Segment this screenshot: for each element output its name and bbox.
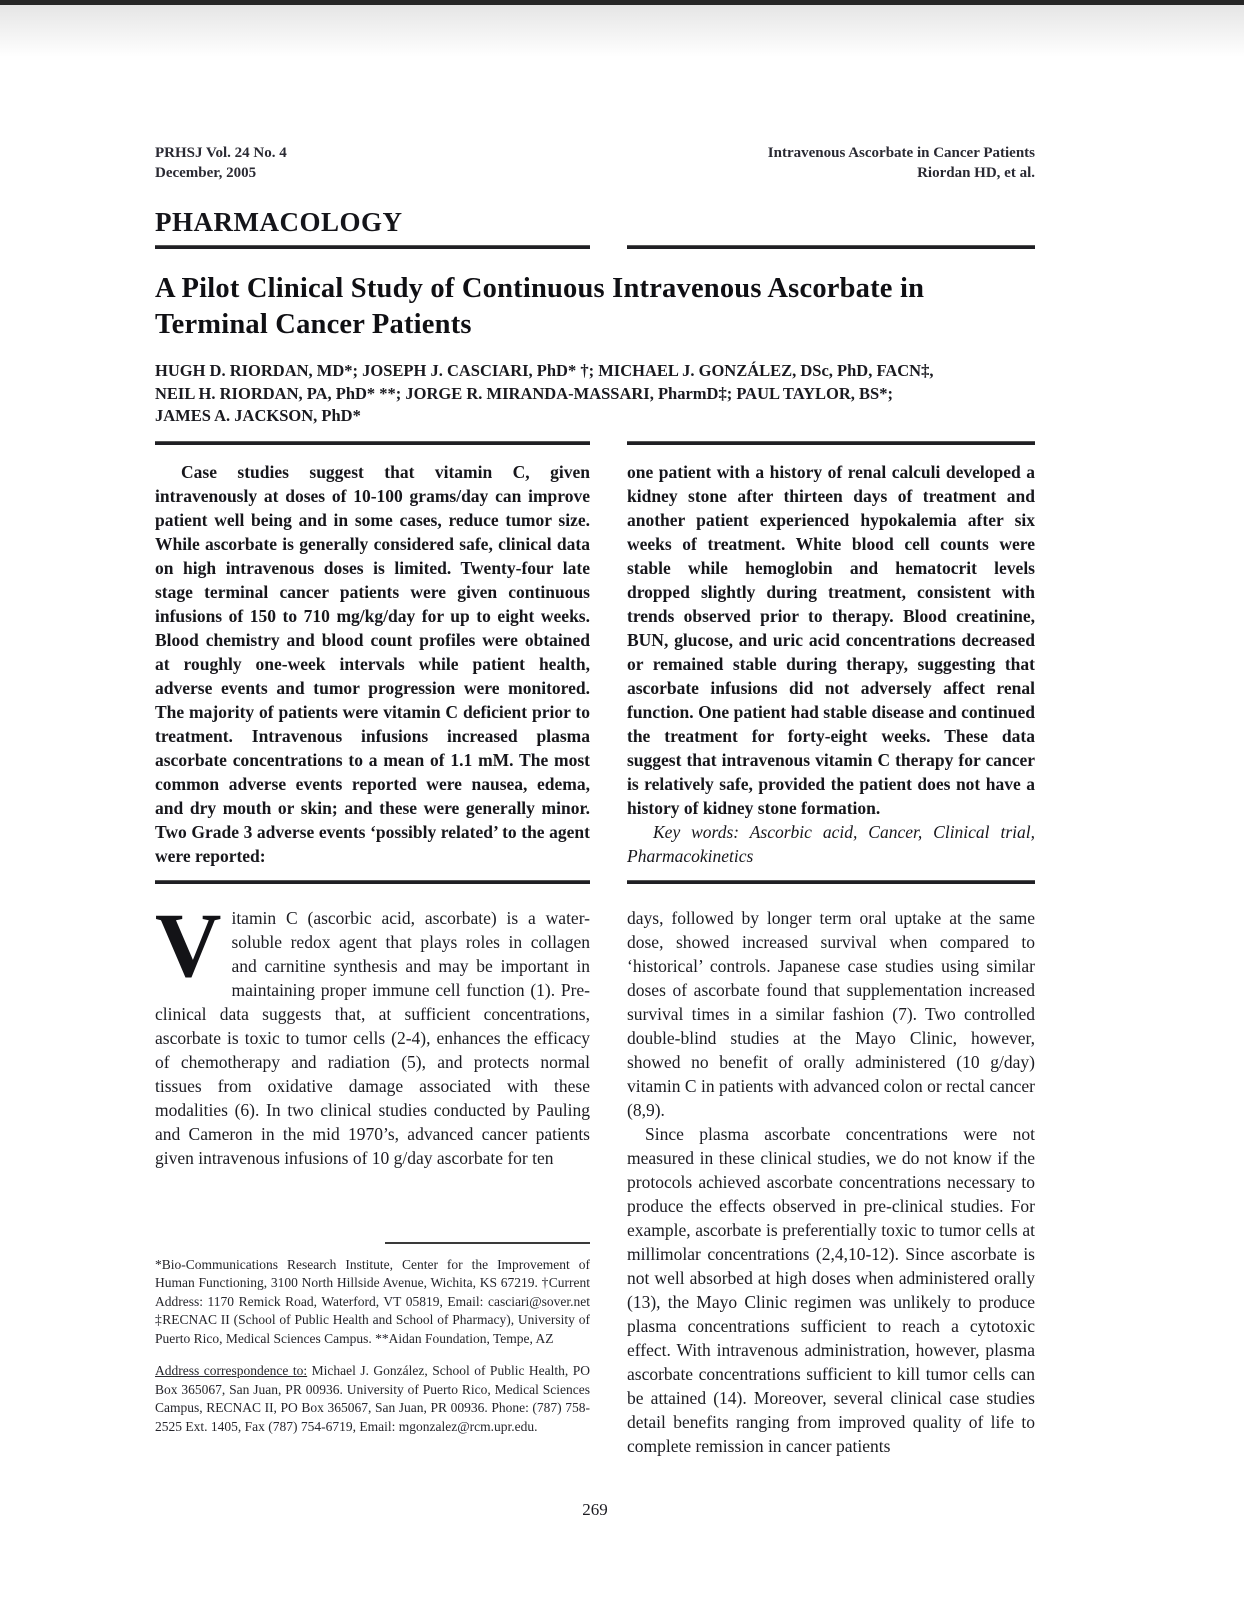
body-paragraph: days, followed by longer term oral uptake at the same dose, showed increased survival when compared to ‘historical’ controls. Japanese case studies using similar doses of ascorbate found that supplementation increased survival times in a similar fashion (7). Two controlled double-blind studies at the Mayo Clinic, however, showed no benefit of orally administered (10 g/day) vitamin C in patients with advanced colon or rectal cancer (8,9). — [627, 907, 1035, 1120]
journal-info — [155, 143, 287, 183]
body-paragraph: Since plasma ascorbate concentrations were not measured in these clinical studies, we do not know if the protocols achieved ascorbate concentrations necessary to produce the effects observed in pre-clinical studies. For example, ascorbate is preferentially toxic to tumor cells at millimolar concentrations (2,4,10-12). Since ascorbate is not well absorbed at high doses when administered orally (13), the Mayo Clinic regimen was unlikely to produce plasma concentrations sufficient to reach a cytotoxic effect. With intravenous administration, however, plasma ascorbate concentrations sufficient to kill tumor cells can be attained (14). Moreover, several clinical case studies detail benefits ranging from improved quality of life to complete remission in cancer patients — [627, 1123, 1035, 1456]
correspondence-text: Michael J. González, School of Public Health, PO Box 365067, San Juan, PR 00936. University of Puerto Rico, Medical Sciences Campus, RECNAC II, PO Box 365067, San Juan, PR 00936. Phone: (787) 758-2525 Ext. 1405, Fax (787) 754-6719, Email: mgonzalez@rcm.upr.edu. — [155, 1363, 590, 1434]
footnote-affiliations: *Bio-Communications Research Institute, Center for the Improvement of Human Functioning, 3100 North Hillside Avenue, Wichita, KS 67219. †Current Address: 1170 Remick Road, Waterford, VT 05819, Email: casciari@sover.net ‡RECNAC II (School of Public Health and School of Pharmacy), University of Puerto Rico, Medical Sciences Campus. **Aidan Foundation, Tempe, AZ — [155, 1256, 590, 1346]
divider-segment-left — [155, 245, 590, 249]
article-title: A Pilot Clinical Study of Continuous Intravenous Ascorbate in Terminal Cancer Patients — [155, 273, 925, 340]
divider-segment-right — [627, 245, 1035, 249]
body-paragraph-intro — [155, 893, 590, 1170]
body-column-left — [155, 893, 590, 1458]
author-list — [155, 360, 1035, 428]
page-number: 269 — [582, 1499, 608, 1519]
abstract-divider — [155, 880, 1035, 884]
divider-segment-right — [627, 441, 1035, 445]
footnotes — [155, 1242, 590, 1437]
footnote-separator — [385, 1242, 590, 1244]
correspondence-label: Address correspondence to: — [155, 1363, 308, 1378]
journal-volume: PRHSJ Vol. 24 No. 4 — [155, 145, 287, 161]
article-body — [155, 893, 1035, 1458]
divider-segment-right — [627, 880, 1035, 884]
authors-divider — [155, 441, 1035, 445]
running-title-line1: Intravenous Ascorbate in Cancer Patients — [767, 145, 1035, 161]
divider-segment-left — [155, 880, 590, 884]
section-heading: PHARMACOLOGY — [155, 207, 403, 237]
running-header — [155, 143, 1035, 183]
section-divider — [155, 245, 1035, 249]
author-line: NEIL H. RIORDAN, PA, PhD* **; JORGE R. MIRANDA-MASSARI, PharmD‡; PAUL TAYLOR, BS*; — [155, 383, 893, 403]
page-content — [155, 0, 1035, 1520]
drop-cap: V — [155, 893, 222, 996]
author-line: JAMES A. JACKSON, PhD* — [155, 406, 361, 425]
abstract — [155, 460, 1035, 868]
abstract-text-left: Case studies suggest that vitamin C, given intravenously at doses of 10-100 grams/day can improve patient well being and in some cases, reduce tumor size. While ascorbate is generally considered safe, clinical data on high intravenous doses is limited. Twenty-four late stage terminal cancer patients were given continuous infusions of 150 to 710 mg/kg/day for up to eight weeks. Blood chemistry and blood count profiles were obtained at roughly one-week intervals while patient health, adverse events and tumor progression were monitored. The majority of patients were vitamin C deficient prior to treatment. Intravenous infusions increased plasma ascorbate concentrations to a mean of 1.1 mM. The most common adverse events reported were nausea, edema, and dry mouth or skin; and these were generally minor. Two Grade 3 adverse events ‘possibly related’ to the agent were reported: — [155, 461, 590, 866]
body-paragraph-intro-text: itamin C (ascorbic acid, ascorbate) is a water-soluble redox agent that plays roles in collagen and carnitine synthesis and may be important in maintaining proper immune cell function (1). Pre-clinical data suggests that, at sufficient concentrations, ascorbate is toxic to tumor cells (2-4), enhances the efficacy of chemotherapy and radiation (5), and protects normal tissues from oxidative damage associated with these modalities (6). In two clinical studies conducted by Pauling and Cameron in the mid 1970’s, advanced cancer patients given intravenous infusions of 10 g/day ascorbate for ten — [155, 907, 590, 1168]
footnote-correspondence — [155, 1362, 590, 1436]
author-line: HUGH D. RIORDAN, MD*; JOSEPH J. CASCIARI, PhD* †; MICHAEL J. GONZÁLEZ, DSc, PhD, FACN‡, — [155, 361, 934, 380]
running-title-authors: Riordan HD, et al. — [917, 165, 1035, 181]
abstract-column-left — [155, 460, 590, 868]
keywords-line: Key words: Ascorbic acid, Cancer, Clinical trial, Pharmacokinetics — [627, 821, 1035, 866]
running-title — [768, 143, 1035, 183]
abstract-text-right: one patient with a history of renal calculi developed a kidney stone after thirteen days of treatment and another patient experienced hypokalemia after six weeks of treatment. White blood cell counts were stable while hemoglobin and hematocrit levels dropped slightly during treatment, consistent with trends observed prior to therapy. Blood creatinine, BUN, glucose, and uric acid concentrations decreased or remained stable during therapy, suggesting that ascorbate infusions did not adversely affect renal function. One patient had stable disease and continued the treatment for forty-eight weeks. These data suggest that intravenous vitamin C therapy for cancer is relatively safe, provided the patient does not have a history of kidney stone formation. — [627, 461, 1035, 818]
divider-segment-left — [155, 441, 590, 445]
abstract-column-right — [627, 460, 1035, 868]
journal-date: December, 2005 — [155, 165, 257, 181]
body-column-right — [627, 906, 1035, 1458]
